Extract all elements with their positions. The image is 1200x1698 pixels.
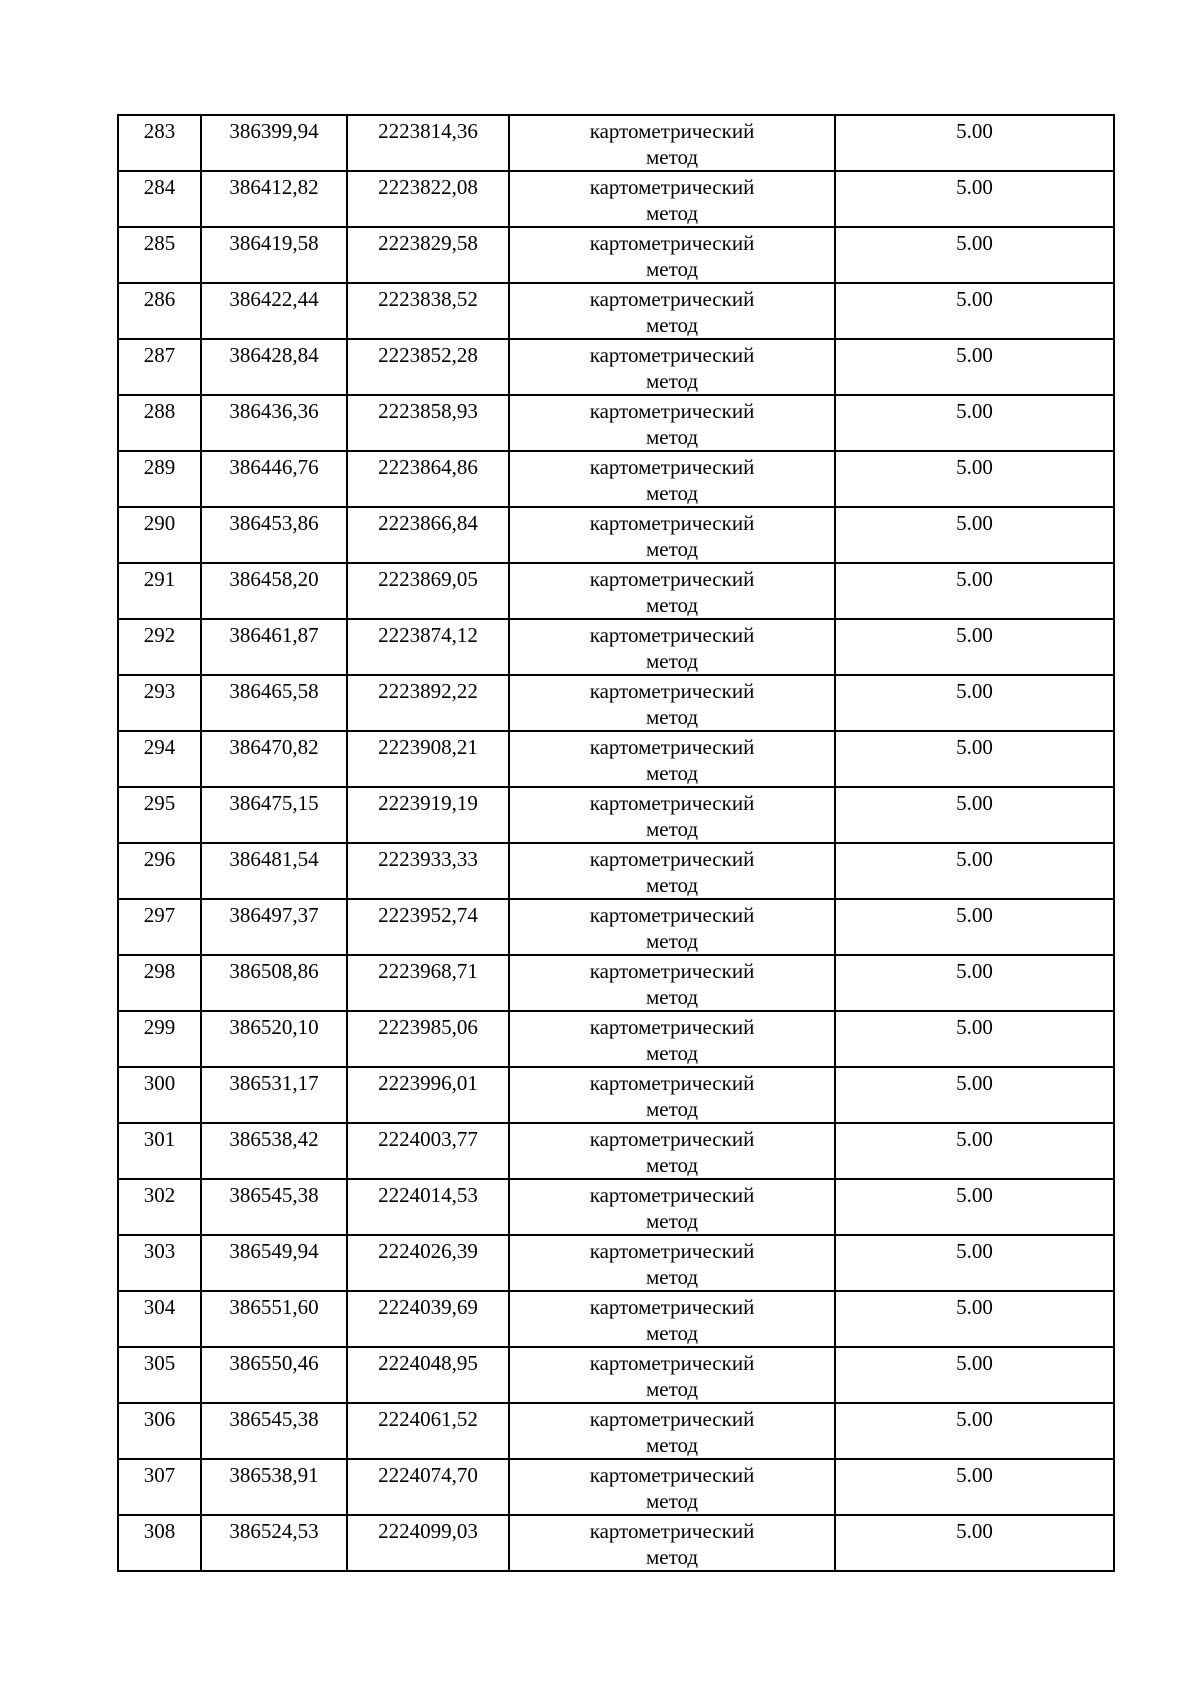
method-text-line-2: метод bbox=[645, 201, 699, 225]
method-text-line-2: метод bbox=[645, 1545, 699, 1569]
method-text-line-1: картометрический bbox=[589, 399, 755, 423]
x-coordinate-cell: 386549,94 bbox=[201, 1235, 347, 1291]
method-text-line-2: метод bbox=[645, 593, 699, 617]
y-coordinate-cell: 2223985,06 bbox=[347, 1011, 509, 1067]
method-cell bbox=[509, 1179, 835, 1235]
x-coordinate-cell: 386419,58 bbox=[201, 227, 347, 283]
table-row bbox=[118, 731, 1114, 787]
method-text-line-2: метод bbox=[645, 817, 699, 841]
accuracy-cell: 5.00 bbox=[835, 1011, 1114, 1067]
x-coordinate-cell: 386545,38 bbox=[201, 1403, 347, 1459]
table-row bbox=[118, 1235, 1114, 1291]
method-text-line-2: метод bbox=[645, 1321, 699, 1345]
x-coordinate-cell: 386481,54 bbox=[201, 843, 347, 899]
method-cell bbox=[509, 1123, 835, 1179]
method-text-line-1: картометрический bbox=[589, 623, 755, 647]
method-text-line-2: метод bbox=[645, 649, 699, 673]
method-text-line-2: метод bbox=[645, 369, 699, 393]
method-text-line-2: метод bbox=[645, 257, 699, 281]
table-row bbox=[118, 1011, 1114, 1067]
accuracy-cell: 5.00 bbox=[835, 227, 1114, 283]
point-number-cell: 306 bbox=[118, 1403, 201, 1459]
x-coordinate-cell: 386428,84 bbox=[201, 339, 347, 395]
accuracy-cell: 5.00 bbox=[835, 1235, 1114, 1291]
method-text-line-2: метод bbox=[645, 1097, 699, 1121]
method-text-line-1: картометрический bbox=[589, 1463, 755, 1487]
x-coordinate-cell: 386461,87 bbox=[201, 619, 347, 675]
method-text-line-2: метод bbox=[645, 985, 699, 1009]
table-row bbox=[118, 1403, 1114, 1459]
x-coordinate-cell: 386538,42 bbox=[201, 1123, 347, 1179]
method-text-line-2: метод bbox=[645, 1153, 699, 1177]
method-text-line-1: картометрический bbox=[589, 1183, 755, 1207]
x-coordinate-cell: 386550,46 bbox=[201, 1347, 347, 1403]
point-number-cell: 307 bbox=[118, 1459, 201, 1515]
point-number-cell: 290 bbox=[118, 507, 201, 563]
point-number-cell: 296 bbox=[118, 843, 201, 899]
y-coordinate-cell: 2224074,70 bbox=[347, 1459, 509, 1515]
method-cell bbox=[509, 1403, 835, 1459]
x-coordinate-cell: 386422,44 bbox=[201, 283, 347, 339]
method-text-line-1: картометрический bbox=[589, 1519, 755, 1543]
table-row bbox=[118, 227, 1114, 283]
method-text-line-2: метод bbox=[645, 1041, 699, 1065]
table-row bbox=[118, 171, 1114, 227]
y-coordinate-cell: 2223952,74 bbox=[347, 899, 509, 955]
method-text-line-2: метод bbox=[645, 425, 699, 449]
method-text-line-1: картометрический bbox=[589, 903, 755, 927]
accuracy-cell: 5.00 bbox=[835, 171, 1114, 227]
y-coordinate-cell: 2223864,86 bbox=[347, 451, 509, 507]
method-text-line-1: картометрический bbox=[589, 343, 755, 367]
x-coordinate-cell: 386520,10 bbox=[201, 1011, 347, 1067]
method-cell bbox=[509, 955, 835, 1011]
point-number-cell: 287 bbox=[118, 339, 201, 395]
accuracy-cell: 5.00 bbox=[835, 1123, 1114, 1179]
table-row bbox=[118, 395, 1114, 451]
point-number-cell: 304 bbox=[118, 1291, 201, 1347]
y-coordinate-cell: 2223874,12 bbox=[347, 619, 509, 675]
point-number-cell: 308 bbox=[118, 1515, 201, 1571]
method-cell bbox=[509, 619, 835, 675]
coordinates-table bbox=[117, 114, 1115, 1572]
point-number-cell: 294 bbox=[118, 731, 201, 787]
y-coordinate-cell: 2224039,69 bbox=[347, 1291, 509, 1347]
x-coordinate-cell: 386497,37 bbox=[201, 899, 347, 955]
table-row bbox=[118, 675, 1114, 731]
y-coordinate-cell: 2223968,71 bbox=[347, 955, 509, 1011]
method-cell bbox=[509, 899, 835, 955]
table-row bbox=[118, 1123, 1114, 1179]
method-text-line-2: метод bbox=[645, 1489, 699, 1513]
method-text-line-2: метод bbox=[645, 761, 699, 785]
method-text-line-1: картометрический bbox=[589, 959, 755, 983]
y-coordinate-cell: 2223858,93 bbox=[347, 395, 509, 451]
method-cell bbox=[509, 1235, 835, 1291]
x-coordinate-cell: 386412,82 bbox=[201, 171, 347, 227]
method-text-line-1: картометрический bbox=[589, 1407, 755, 1431]
x-coordinate-cell: 386538,91 bbox=[201, 1459, 347, 1515]
table-row bbox=[118, 787, 1114, 843]
method-cell bbox=[509, 115, 835, 171]
method-text-line-1: картометрический bbox=[589, 1015, 755, 1039]
y-coordinate-cell: 2223838,52 bbox=[347, 283, 509, 339]
method-text-line-1: картометрический bbox=[589, 175, 755, 199]
accuracy-cell: 5.00 bbox=[835, 731, 1114, 787]
point-number-cell: 292 bbox=[118, 619, 201, 675]
x-coordinate-cell: 386470,82 bbox=[201, 731, 347, 787]
method-cell bbox=[509, 171, 835, 227]
table-row bbox=[118, 1459, 1114, 1515]
method-text-line-1: картометрический bbox=[589, 1071, 755, 1095]
method-text-line-1: картометрический bbox=[589, 567, 755, 591]
accuracy-cell: 5.00 bbox=[835, 1515, 1114, 1571]
x-coordinate-cell: 386465,58 bbox=[201, 675, 347, 731]
table-row bbox=[118, 619, 1114, 675]
method-text-line-1: картометрический bbox=[589, 791, 755, 815]
accuracy-cell: 5.00 bbox=[835, 1347, 1114, 1403]
point-number-cell: 300 bbox=[118, 1067, 201, 1123]
method-text-line-1: картометрический bbox=[589, 735, 755, 759]
method-cell bbox=[509, 339, 835, 395]
accuracy-cell: 5.00 bbox=[835, 675, 1114, 731]
point-number-cell: 295 bbox=[118, 787, 201, 843]
y-coordinate-cell: 2223892,22 bbox=[347, 675, 509, 731]
accuracy-cell: 5.00 bbox=[835, 507, 1114, 563]
method-text-line-1: картометрический bbox=[589, 1351, 755, 1375]
point-number-cell: 297 bbox=[118, 899, 201, 955]
method-text-line-2: метод bbox=[645, 929, 699, 953]
table-row bbox=[118, 1291, 1114, 1347]
x-coordinate-cell: 386436,36 bbox=[201, 395, 347, 451]
point-number-cell: 285 bbox=[118, 227, 201, 283]
y-coordinate-cell: 2224026,39 bbox=[347, 1235, 509, 1291]
method-cell bbox=[509, 1067, 835, 1123]
method-cell bbox=[509, 451, 835, 507]
accuracy-cell: 5.00 bbox=[835, 115, 1114, 171]
method-text-line-2: метод bbox=[645, 313, 699, 337]
point-number-cell: 293 bbox=[118, 675, 201, 731]
accuracy-cell: 5.00 bbox=[835, 1067, 1114, 1123]
method-cell bbox=[509, 731, 835, 787]
method-text-line-1: картометрический bbox=[589, 1127, 755, 1151]
y-coordinate-cell: 2223814,36 bbox=[347, 115, 509, 171]
table-row bbox=[118, 115, 1114, 171]
method-cell bbox=[509, 227, 835, 283]
accuracy-cell: 5.00 bbox=[835, 1179, 1114, 1235]
x-coordinate-cell: 386551,60 bbox=[201, 1291, 347, 1347]
method-cell bbox=[509, 283, 835, 339]
method-text-line-1: картометрический bbox=[589, 511, 755, 535]
method-cell bbox=[509, 1515, 835, 1571]
accuracy-cell: 5.00 bbox=[835, 787, 1114, 843]
method-text-line-1: картометрический bbox=[589, 1295, 755, 1319]
point-number-cell: 286 bbox=[118, 283, 201, 339]
accuracy-cell: 5.00 bbox=[835, 283, 1114, 339]
accuracy-cell: 5.00 bbox=[835, 451, 1114, 507]
method-text-line-2: метод bbox=[645, 1265, 699, 1289]
table-row bbox=[118, 1179, 1114, 1235]
method-cell bbox=[509, 675, 835, 731]
method-cell bbox=[509, 507, 835, 563]
method-cell bbox=[509, 1291, 835, 1347]
method-cell bbox=[509, 1011, 835, 1067]
table-row bbox=[118, 1067, 1114, 1123]
point-number-cell: 305 bbox=[118, 1347, 201, 1403]
y-coordinate-cell: 2223852,28 bbox=[347, 339, 509, 395]
table-row bbox=[118, 507, 1114, 563]
method-text-line-2: метод bbox=[645, 537, 699, 561]
x-coordinate-cell: 386531,17 bbox=[201, 1067, 347, 1123]
accuracy-cell: 5.00 bbox=[835, 619, 1114, 675]
table-row bbox=[118, 563, 1114, 619]
y-coordinate-cell: 2223908,21 bbox=[347, 731, 509, 787]
x-coordinate-cell: 386458,20 bbox=[201, 563, 347, 619]
method-text-line-2: метод bbox=[645, 873, 699, 897]
x-coordinate-cell: 386475,15 bbox=[201, 787, 347, 843]
x-coordinate-cell: 386524,53 bbox=[201, 1515, 347, 1571]
accuracy-cell: 5.00 bbox=[835, 899, 1114, 955]
accuracy-cell: 5.00 bbox=[835, 1403, 1114, 1459]
point-number-cell: 301 bbox=[118, 1123, 201, 1179]
accuracy-cell: 5.00 bbox=[835, 395, 1114, 451]
table-row bbox=[118, 1515, 1114, 1571]
method-text-line-1: картометрический bbox=[589, 847, 755, 871]
y-coordinate-cell: 2223866,84 bbox=[347, 507, 509, 563]
y-coordinate-cell: 2223996,01 bbox=[347, 1067, 509, 1123]
table-row bbox=[118, 283, 1114, 339]
y-coordinate-cell: 2223933,33 bbox=[347, 843, 509, 899]
point-number-cell: 298 bbox=[118, 955, 201, 1011]
point-number-cell: 299 bbox=[118, 1011, 201, 1067]
table-row bbox=[118, 339, 1114, 395]
point-number-cell: 303 bbox=[118, 1235, 201, 1291]
accuracy-cell: 5.00 bbox=[835, 955, 1114, 1011]
method-text-line-2: метод bbox=[645, 481, 699, 505]
method-text-line-1: картометрический bbox=[589, 119, 755, 143]
method-cell bbox=[509, 1347, 835, 1403]
accuracy-cell: 5.00 bbox=[835, 339, 1114, 395]
point-number-cell: 288 bbox=[118, 395, 201, 451]
y-coordinate-cell: 2224061,52 bbox=[347, 1403, 509, 1459]
x-coordinate-cell: 386399,94 bbox=[201, 115, 347, 171]
y-coordinate-cell: 2224014,53 bbox=[347, 1179, 509, 1235]
point-number-cell: 289 bbox=[118, 451, 201, 507]
method-text-line-2: метод bbox=[645, 1377, 699, 1401]
method-text-line-2: метод bbox=[645, 1433, 699, 1457]
accuracy-cell: 5.00 bbox=[835, 1459, 1114, 1515]
method-cell bbox=[509, 787, 835, 843]
y-coordinate-cell: 2224048,95 bbox=[347, 1347, 509, 1403]
method-cell bbox=[509, 843, 835, 899]
table-row bbox=[118, 843, 1114, 899]
x-coordinate-cell: 386545,38 bbox=[201, 1179, 347, 1235]
coordinates-table-body bbox=[118, 115, 1114, 1571]
accuracy-cell: 5.00 bbox=[835, 1291, 1114, 1347]
y-coordinate-cell: 2224099,03 bbox=[347, 1515, 509, 1571]
method-text-line-1: картометрический bbox=[589, 679, 755, 703]
method-cell bbox=[509, 395, 835, 451]
table-row bbox=[118, 1347, 1114, 1403]
accuracy-cell: 5.00 bbox=[835, 563, 1114, 619]
method-text-line-2: метод bbox=[645, 145, 699, 169]
point-number-cell: 302 bbox=[118, 1179, 201, 1235]
table-row bbox=[118, 955, 1114, 1011]
y-coordinate-cell: 2223829,58 bbox=[347, 227, 509, 283]
method-cell bbox=[509, 1459, 835, 1515]
method-cell bbox=[509, 563, 835, 619]
method-text-line-1: картометрический bbox=[589, 287, 755, 311]
y-coordinate-cell: 2223919,19 bbox=[347, 787, 509, 843]
method-text-line-1: картометрический bbox=[589, 455, 755, 479]
method-text-line-1: картометрический bbox=[589, 1239, 755, 1263]
method-text-line-2: метод bbox=[645, 705, 699, 729]
y-coordinate-cell: 2223822,08 bbox=[347, 171, 509, 227]
y-coordinate-cell: 2224003,77 bbox=[347, 1123, 509, 1179]
y-coordinate-cell: 2223869,05 bbox=[347, 563, 509, 619]
x-coordinate-cell: 386453,86 bbox=[201, 507, 347, 563]
point-number-cell: 284 bbox=[118, 171, 201, 227]
point-number-cell: 283 bbox=[118, 115, 201, 171]
x-coordinate-cell: 386508,86 bbox=[201, 955, 347, 1011]
point-number-cell: 291 bbox=[118, 563, 201, 619]
method-text-line-2: метод bbox=[645, 1209, 699, 1233]
x-coordinate-cell: 386446,76 bbox=[201, 451, 347, 507]
accuracy-cell: 5.00 bbox=[835, 843, 1114, 899]
method-text-line-1: картометрический bbox=[589, 231, 755, 255]
table-row bbox=[118, 899, 1114, 955]
table-row bbox=[118, 451, 1114, 507]
